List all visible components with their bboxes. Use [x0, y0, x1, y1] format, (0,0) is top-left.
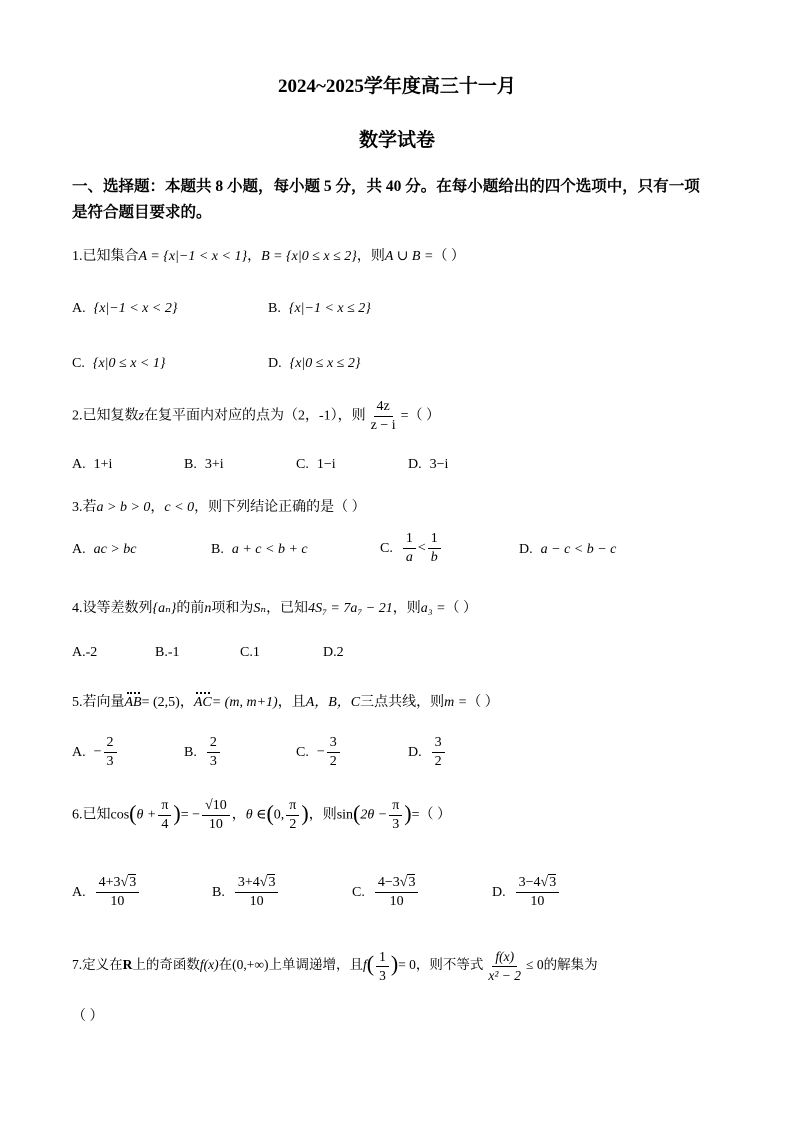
- option-text: -2: [85, 645, 98, 660]
- fraction-numerator: 4−3√3: [375, 876, 419, 893]
- q4-n: n: [204, 601, 212, 616]
- page-subtitle: 数学试卷: [358, 130, 435, 151]
- option-letter: C.: [72, 356, 85, 371]
- option-text: 3−i: [429, 457, 449, 472]
- q6-sin: sin: [336, 807, 354, 823]
- numerator-coef: 4−3: [377, 875, 400, 890]
- option-letter: B.: [212, 884, 225, 900]
- question-6: [72, 799, 451, 832]
- option-letter: A.: [72, 542, 86, 557]
- option-fraction: [235, 876, 279, 909]
- fraction-denominator: 3: [379, 967, 386, 983]
- q3-cond-2: c < 0: [164, 500, 195, 515]
- q7-text5: ，则不等式: [415, 957, 484, 973]
- q1-text: 1.已知集合: [72, 249, 139, 264]
- q6-blank: =（ ）: [411, 807, 452, 823]
- fraction-numerator: 1: [376, 950, 389, 967]
- q7-leq: ≤ 0: [526, 957, 544, 973]
- q1-set-a: A = {x|−1 < x < 1}: [138, 249, 248, 264]
- numerator-radicand: 3: [549, 875, 557, 890]
- section-heading-line1: 一、选择题：本题共 8 小题，每小题 5 分，共 40 分。在每小题给出的四个选项中，只有一项: [72, 178, 700, 195]
- fraction-denominator: 10: [208, 817, 223, 832]
- q4-text4: ，已知: [266, 601, 309, 616]
- option-sign: −: [316, 744, 325, 760]
- numerator-coef: 4+3: [98, 875, 121, 890]
- fraction-denominator: a: [405, 550, 413, 565]
- fraction-denominator: z − i: [370, 418, 396, 433]
- q1-option-c: [72, 356, 165, 372]
- option-letter: C.: [380, 540, 393, 556]
- q5-text2: ，且: [277, 695, 306, 710]
- fraction-numerator: 3: [327, 736, 340, 753]
- q2-var: z: [138, 408, 144, 424]
- option-text: a − c < b − c: [540, 542, 617, 557]
- option-letter: C.: [240, 645, 253, 660]
- q7-interval: (0,+∞): [232, 957, 269, 973]
- q1-blank: （ ）: [433, 249, 465, 264]
- option-letter: B.: [184, 457, 197, 472]
- option-letter: D.: [408, 744, 422, 760]
- q1-option-a: [72, 301, 177, 317]
- q7-fx: f(x): [199, 957, 219, 973]
- option-text: a + c < b + c: [231, 542, 308, 557]
- option-letter: D.: [408, 457, 422, 472]
- option-letter: B.: [211, 542, 224, 557]
- fraction-numerator: 1: [428, 532, 441, 549]
- q4-option-d: [323, 645, 344, 661]
- q2-blank: =（ ）: [400, 408, 441, 424]
- paren-open: (: [266, 800, 274, 826]
- q4-sequence: {aₙ}: [152, 601, 177, 616]
- option-text: {x|−1 < x ≤ 2}: [288, 301, 371, 316]
- option-fraction: [432, 736, 445, 769]
- vector-ac: AC: [193, 695, 212, 710]
- option-relation: <: [417, 540, 426, 556]
- fraction-numerator: 3: [432, 736, 445, 753]
- q4-option-b: [155, 645, 180, 661]
- q7-f: f: [362, 957, 367, 973]
- q2-text2: 在复平面内对应的点为（2，-1），则: [143, 408, 366, 424]
- fraction-denominator: 3: [209, 754, 217, 769]
- q2-text: 2.已知复数: [72, 408, 139, 424]
- question-4: [72, 597, 477, 617]
- q6-text: 6.已知: [72, 807, 111, 823]
- q3-option-d: [519, 542, 616, 558]
- section-heading-line2: 是符合题目要求的。: [72, 204, 212, 221]
- q2-option-d: [408, 457, 448, 473]
- fraction-denominator: b: [430, 550, 438, 565]
- q6-sep: ，: [231, 807, 246, 823]
- option-text: ac > bc: [93, 542, 137, 557]
- option-fraction: [104, 736, 117, 769]
- fraction-denominator: 3: [392, 817, 400, 832]
- fraction-numerator: 1: [403, 532, 416, 549]
- q6-frac-pi3: [389, 799, 402, 832]
- fraction-numerator: π: [286, 799, 299, 816]
- option-sign: −: [93, 744, 102, 760]
- q3-cond-1: a > b > 0: [96, 500, 151, 515]
- option-letter: A.: [72, 744, 86, 760]
- option-letter: A.: [72, 457, 86, 472]
- q5-text3: 三点共线，则: [360, 695, 445, 710]
- q4-sn: Sₙ: [253, 601, 267, 616]
- q4-option-c: [240, 645, 260, 661]
- q5-option-c: [296, 736, 342, 769]
- option-text: 1+i: [93, 457, 113, 472]
- option-fraction: [96, 876, 140, 909]
- q6-option-d: [492, 876, 561, 909]
- q7-text4: 上单调递增，且: [268, 957, 363, 973]
- option-text: -1: [167, 645, 180, 660]
- option-fraction: [375, 876, 419, 909]
- fraction-denominator: 2: [434, 754, 442, 769]
- question-5: [72, 691, 499, 711]
- numerator-radicand: 3: [268, 875, 276, 890]
- q4-text2: 的前: [176, 601, 205, 616]
- option-letter: A.: [72, 645, 86, 660]
- q6-option-b: [212, 876, 280, 909]
- q4-option-a: [72, 645, 97, 661]
- q5-option-d: [408, 736, 447, 769]
- q7-frac-ineq: [485, 950, 524, 982]
- option-letter: D.: [492, 884, 506, 900]
- q7-eq: = 0: [398, 957, 416, 973]
- q7-blank: （ ）: [72, 1009, 104, 1024]
- fraction-numerator: √10: [202, 799, 230, 816]
- q3-sep: ，: [150, 500, 165, 515]
- q6-option-a: [72, 876, 141, 909]
- fraction-numerator: f(x): [492, 950, 517, 967]
- q5-sep: ，: [179, 695, 194, 710]
- q3-option-b: [211, 542, 308, 558]
- fraction-denominator: 3: [106, 754, 114, 769]
- fraction-denominator: 4: [161, 817, 169, 832]
- vector-ab: AB: [124, 695, 142, 710]
- option-fraction-2: [428, 532, 441, 565]
- q2-option-b: [184, 457, 224, 473]
- option-letter: B.: [184, 744, 197, 760]
- option-letter: C.: [296, 744, 309, 760]
- q4-text3: 项和为: [211, 601, 254, 616]
- q3-option-a: [72, 542, 137, 558]
- fraction-numerator: 4+3√3: [96, 876, 140, 893]
- question-3: [72, 496, 366, 516]
- option-text: {x|0 ≤ x ≤ 2}: [289, 356, 361, 371]
- fraction-numerator: 4z: [374, 400, 393, 417]
- q4-target: a₃ =: [420, 601, 446, 616]
- q4-text: 4.设等差数列: [72, 601, 153, 616]
- q6-text2: ，则: [308, 807, 337, 823]
- q4-equation: 4S₇ = 7a₇ − 21: [308, 601, 393, 616]
- q6-option-c: [352, 876, 420, 909]
- paren-close: ): [301, 800, 309, 826]
- fraction-numerator: 3−4√3: [516, 876, 560, 893]
- q5-option-b: [184, 736, 222, 769]
- q6-frac-pi4: [158, 799, 171, 832]
- numerator-radicand: 3: [408, 875, 416, 890]
- q1-sep: ，: [247, 249, 262, 264]
- numerator-coef: 3−4: [518, 875, 541, 890]
- question-1: [72, 245, 465, 265]
- q6-arg2: 2θ −: [360, 807, 388, 823]
- option-text: {x|0 ≤ x < 1}: [92, 356, 166, 371]
- option-text: {x|−1 < x < 2}: [93, 301, 178, 316]
- fraction-numerator: 2: [104, 736, 117, 753]
- q5-text: 5.若向量: [72, 695, 125, 710]
- q7-text6: 的解集为: [543, 957, 598, 973]
- question-2: [72, 400, 440, 433]
- q7-text: 7.定义在: [72, 957, 123, 973]
- page-title: 2024~2025学年度高三十一月: [278, 76, 516, 97]
- q4-text5: ，则: [392, 601, 421, 616]
- q2-fraction: [368, 400, 399, 433]
- fraction-numerator: 3+4√3: [235, 876, 279, 893]
- q6-cos: cos: [110, 807, 130, 823]
- q1-set-b: B = {x|0 ≤ x ≤ 2}: [261, 249, 357, 264]
- q7-frac-third: [376, 950, 389, 982]
- option-text: 2: [336, 645, 344, 660]
- q6-frac-sqrt: [202, 799, 230, 832]
- q3-text: 3.若: [72, 500, 97, 515]
- paren-close: ): [404, 800, 412, 826]
- q6-theta-in: θ ∈: [245, 807, 267, 823]
- option-letter: A.: [72, 301, 86, 316]
- option-letter: C.: [296, 457, 309, 472]
- q3-text2: ，则下列结论正确的是（ ）: [194, 500, 366, 515]
- q7-reals: R: [122, 957, 133, 973]
- fraction-denominator: x² − 2: [488, 967, 522, 983]
- q2-option-c: [296, 457, 336, 473]
- paren-close: ): [390, 951, 399, 977]
- q7-text3: 在: [218, 957, 233, 973]
- q5-points: A，B，C: [305, 695, 361, 710]
- q6-eq: = −: [180, 807, 201, 823]
- paren-open: (: [129, 800, 137, 826]
- fraction-numerator: 2: [207, 736, 220, 753]
- paren-close: ): [173, 800, 181, 826]
- option-fraction: [207, 736, 220, 769]
- paren-open: (: [366, 951, 375, 977]
- q7-text2: 上的奇函数: [132, 957, 200, 973]
- option-letter: D.: [323, 645, 337, 660]
- numerator-coef: 3+4: [237, 875, 260, 890]
- paren-open: (: [353, 800, 361, 826]
- q5-ab-value: = (2,5): [141, 695, 180, 710]
- q5-target: m =: [444, 695, 468, 710]
- option-letter: C.: [352, 884, 365, 900]
- q5-blank: （ ）: [467, 695, 499, 710]
- fraction-numerator: π: [389, 799, 402, 816]
- fraction-numerator: π: [158, 799, 171, 816]
- option-letter: B.: [155, 645, 168, 660]
- q5-ac-value: = (m, m+1): [211, 695, 278, 710]
- option-letter: D.: [519, 542, 533, 557]
- fraction-denominator: 10: [249, 894, 264, 909]
- fraction-denominator: 2: [289, 817, 297, 832]
- q6-frac-pi2: [286, 799, 299, 832]
- q6-arg: θ +: [136, 807, 157, 823]
- numerator-radicand: 3: [129, 875, 137, 890]
- fraction-denominator: 10: [110, 894, 125, 909]
- option-text: 1−i: [316, 457, 336, 472]
- option-fraction: [327, 736, 340, 769]
- fraction-denominator: 2: [329, 754, 337, 769]
- q5-option-a: [72, 736, 119, 769]
- fraction-denominator: 10: [530, 894, 545, 909]
- q1-union: A ∪ B =: [384, 249, 434, 264]
- option-letter: D.: [268, 356, 282, 371]
- option-letter: A.: [72, 884, 86, 900]
- option-fraction-1: [403, 532, 416, 565]
- q2-option-a: [72, 457, 112, 473]
- q1-option-d: [268, 356, 360, 372]
- fraction-denominator: 10: [389, 894, 404, 909]
- q4-blank: （ ）: [445, 601, 478, 616]
- option-text: 1: [252, 645, 260, 660]
- q3-option-c: [380, 532, 443, 565]
- q1-option-b: [268, 301, 371, 317]
- option-text: 3+i: [204, 457, 224, 472]
- option-letter: B.: [268, 301, 281, 316]
- q6-interval: 0,: [273, 807, 285, 823]
- option-fraction: [516, 876, 560, 909]
- q1-text2: ，则: [356, 249, 385, 264]
- question-7: [72, 950, 598, 982]
